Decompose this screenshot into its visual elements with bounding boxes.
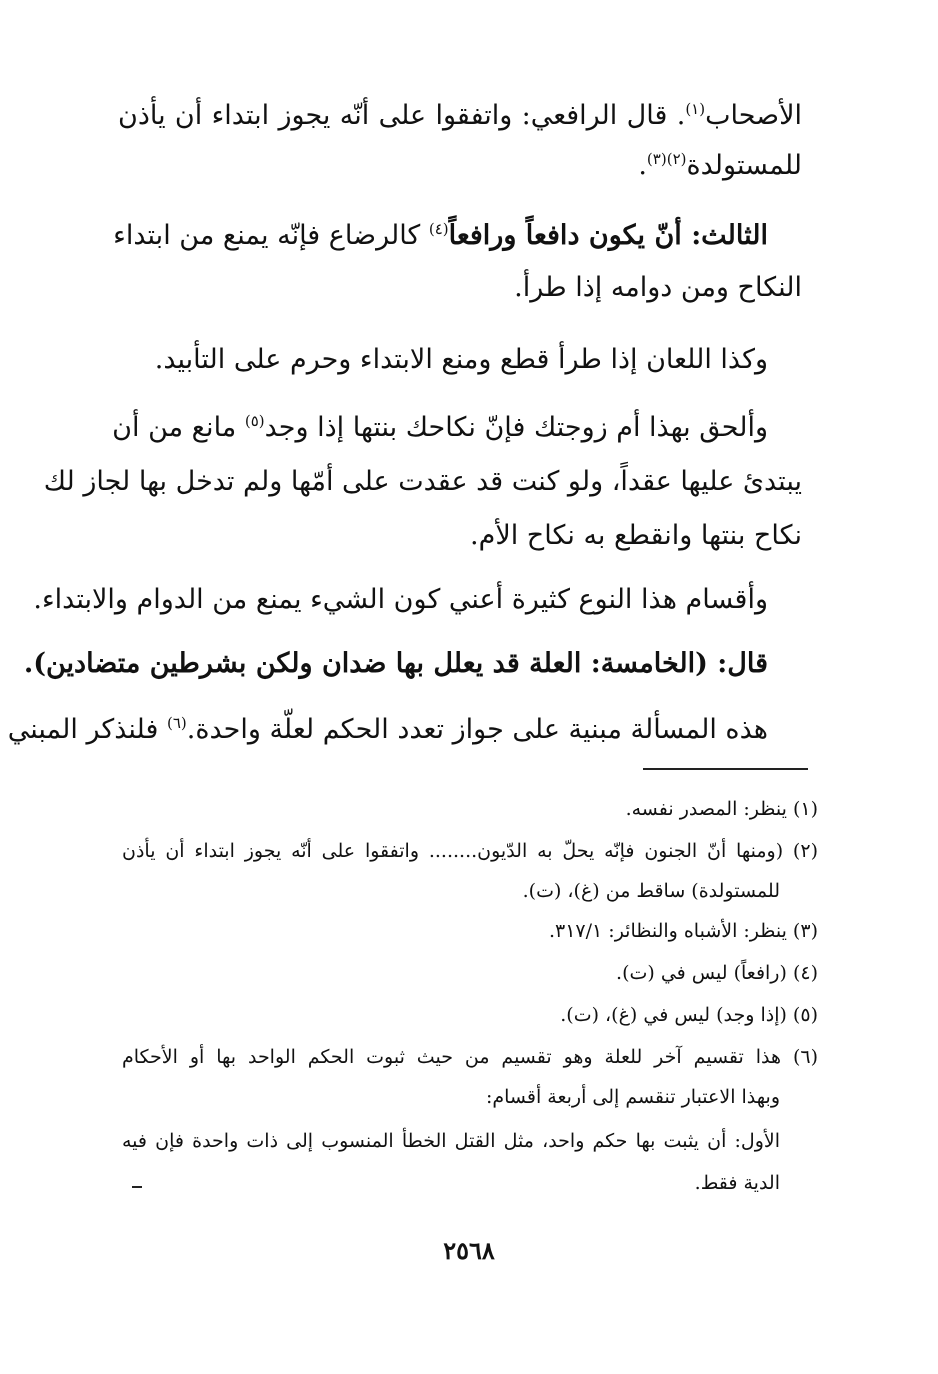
text-run: الأصحاب [705, 100, 802, 131]
footnote: (١) ينظر: المصدر نفسه. [625, 798, 818, 820]
footnote: (٥) (إذا وجد) ليس في (غ)، (ت). [560, 1004, 818, 1026]
body-line: وأقسام هذا النوع كثيرة أعني كون الشيء يمنع من الدوام والابتداء. [33, 584, 768, 615]
footnote: (٣) ينظر: الأشباه والنظائر: ٣١٧/١. [548, 920, 818, 942]
text-run: وألحق بهذا أم زوجتك فإنّ نكاحك بنتها إذا وجد [264, 412, 768, 443]
footnote-ref: (١) [685, 100, 706, 118]
body-line [7, 710, 768, 750]
body-line [113, 216, 768, 256]
body-line: يبتدئ عليها عقداً، ولو كنت قد عقدت على أمّها ولم تدخل بها لجاز لك [43, 466, 802, 497]
footnote-separator [643, 768, 808, 770]
footnote-continuation: الأول: أن يثبت بها حكم واحد، مثل القتل الخطأ المنسوب إلى ذات واحدة فإن فيه [122, 1130, 780, 1152]
body-line [118, 96, 802, 136]
text-run: مانع من أن [112, 412, 245, 443]
text-run: فلنذكر المبني [7, 714, 167, 745]
footnote-ref: (٤) [428, 220, 449, 238]
text-run: هذه المسألة مبنية على جواز تعدد الحكم لعلّة واحدة. [186, 714, 768, 745]
text-run: كالرضاع فإنّه يمنع من ابتداء [113, 220, 429, 251]
footnote-continuation: الدية فقط. [694, 1172, 780, 1194]
section-heading: قال: (الخامسة: العلة قد يعلل بها ضدان ولكن بشرطين متضادين). [23, 648, 768, 679]
footnote-continuation: للمستولدة) ساقط من (غ)، (ت). [522, 880, 780, 902]
page-number: ٢٥٦٨ [443, 1236, 495, 1265]
body-line: النكاح ومن دوامه إذا طرأ. [514, 272, 802, 303]
footnote-continuation: وبهذا الاعتبار تنقسم إلى أربعة أقسام: [485, 1086, 780, 1108]
footnote-ref: (٦) [166, 714, 187, 732]
body-line: وكذا اللعان إذا طرأ قطع ومنع الابتداء وحرم على التأبيد. [154, 344, 768, 375]
text-run: . قال الرافعي: واتفقوا على أنّه يجوز ابتداء أن يأذن [118, 100, 686, 131]
footnote: (٦) هذا تقسيم آخر للعلة وهو تقسيم من حيث ثبوت الحكم الواحد بها أو الأحكام [122, 1046, 818, 1068]
footnote: (٢) (ومنها أنّ الجنون فإنّه يحلّ به الدّيون........ واتفقوا على أنّه يجوز ابتداء أن يأذن [122, 840, 818, 862]
section-heading: الثالث: أنّ يكون دافعاً ورافعاً [448, 220, 768, 251]
footnote-ref: (٥) [244, 412, 265, 430]
body-line: نكاح بنتها وانقطع به نكاح الأم. [470, 520, 802, 551]
continuation-mark [132, 1186, 142, 1188]
footnote: (٤) (رافعاً) ليس في (ت). [616, 962, 818, 984]
text-run: . [638, 150, 647, 181]
body-line [112, 408, 768, 448]
text-run: للمستولدة [686, 150, 802, 181]
footnote-ref: (٢)(٣) [646, 150, 687, 168]
body-line [638, 146, 802, 186]
